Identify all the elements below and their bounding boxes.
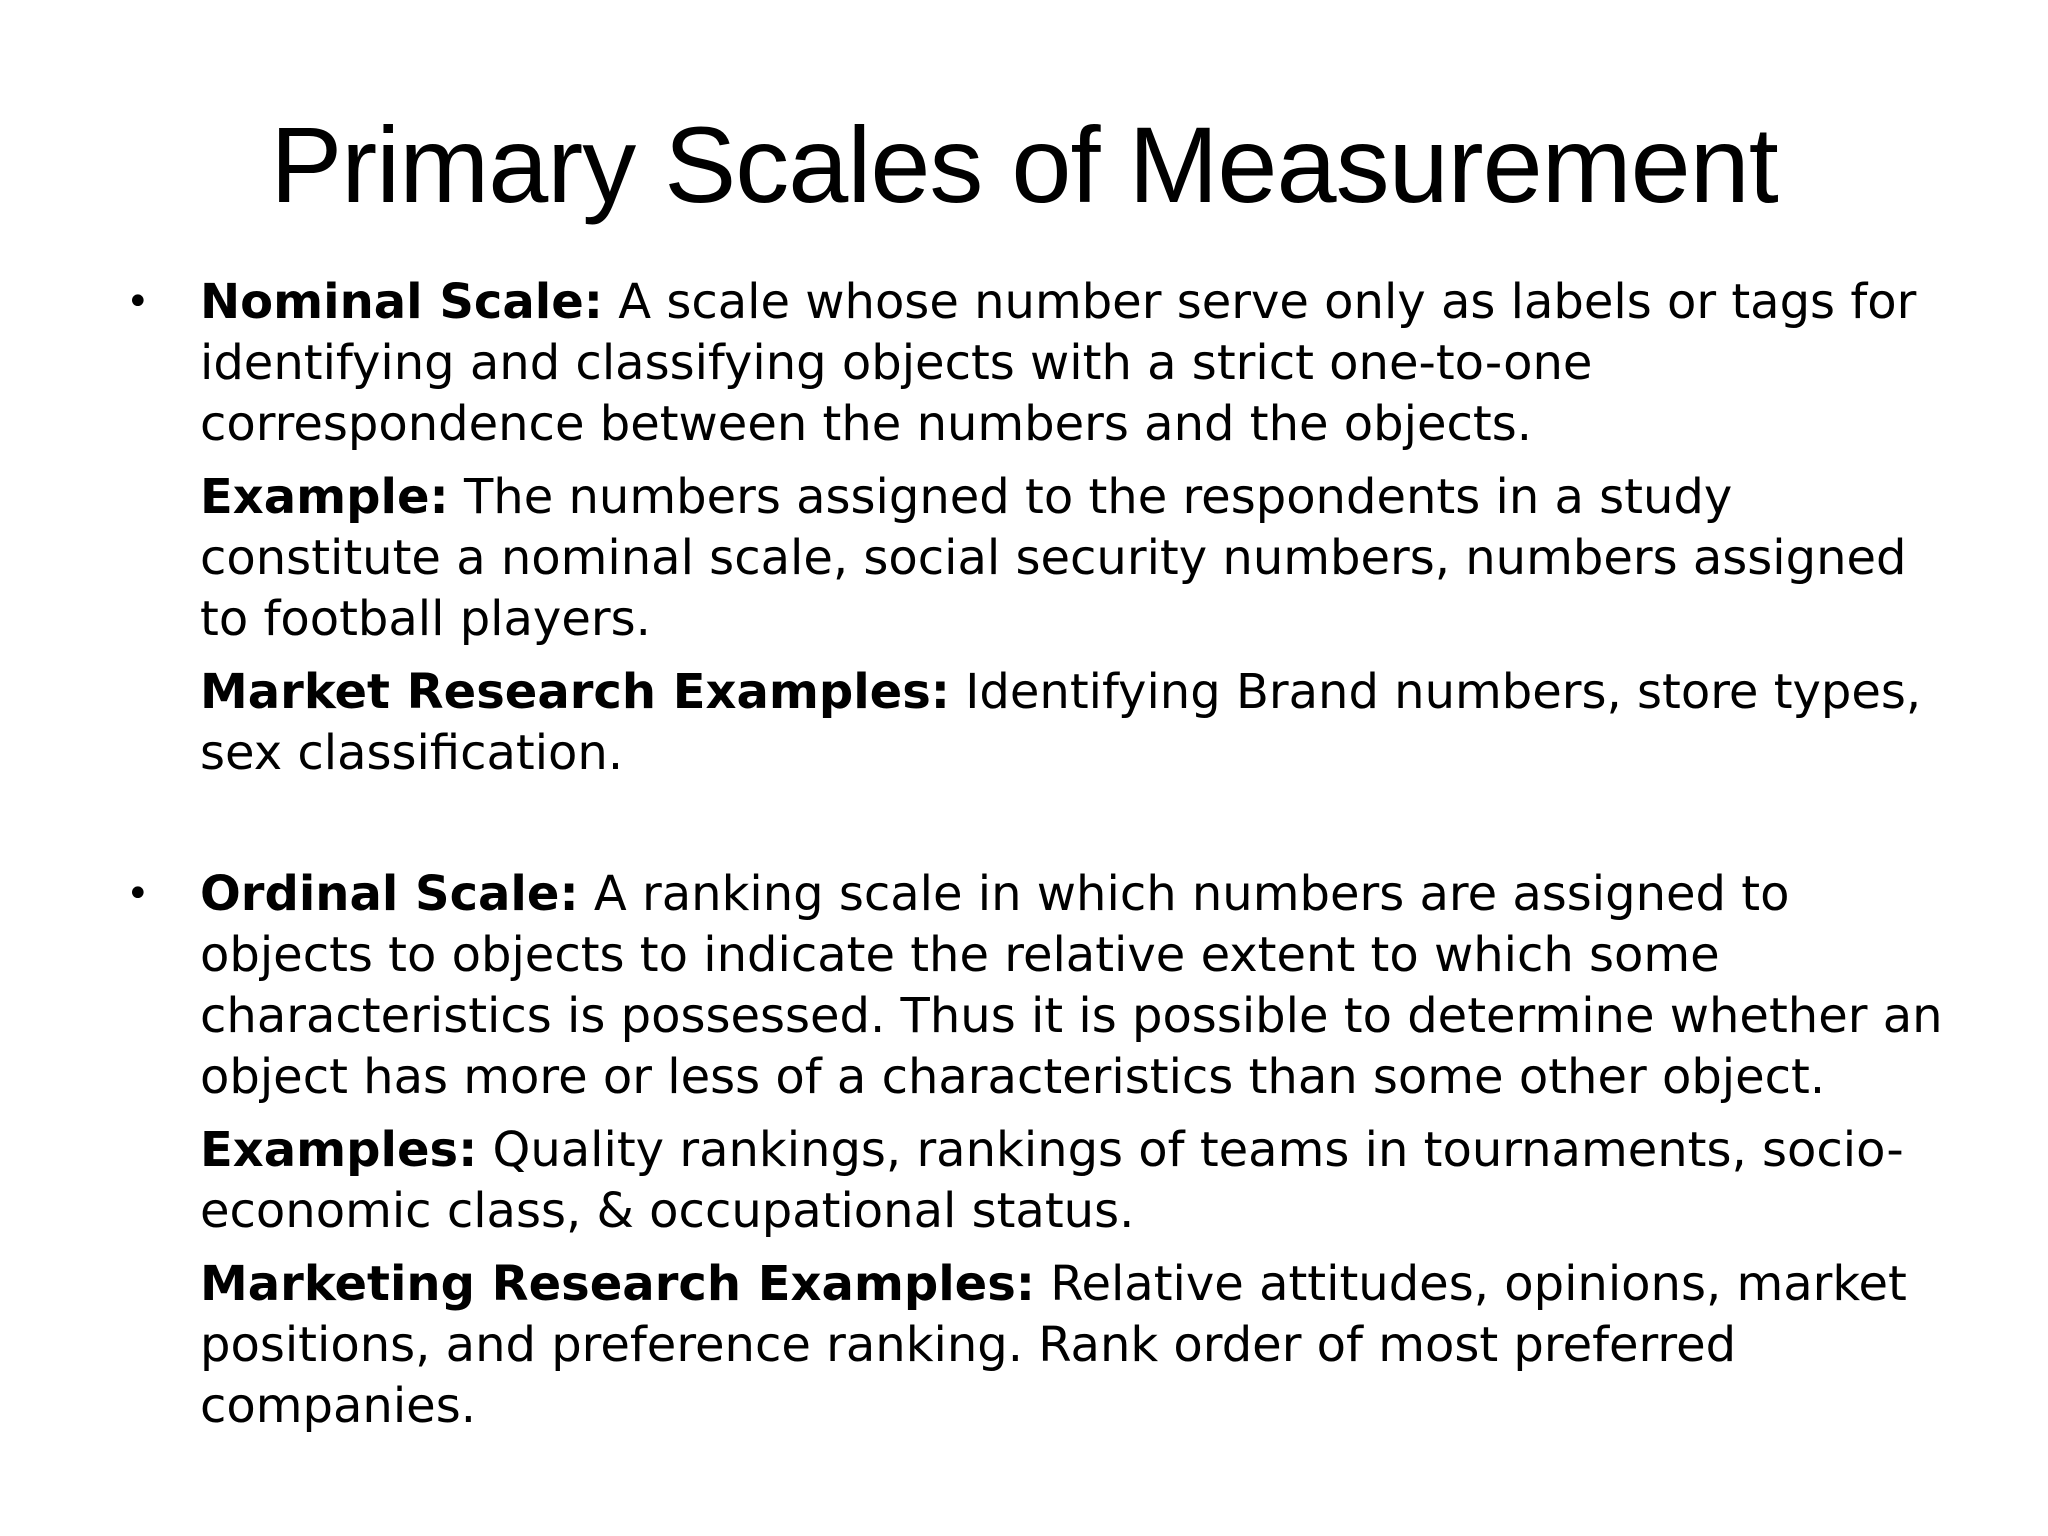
ordinal-example-text: Quality rankings, rankings of teams in tournaments, socio-economic class, & occupational status. (200, 1122, 1904, 1239)
ordinal-research-label: Marketing Research Examples: (200, 1256, 1035, 1312)
slide-title: Primary Scales of Measurement (270, 104, 1778, 225)
bullet-point: • (126, 871, 150, 917)
nominal-example-label: Example: (200, 469, 449, 525)
ordinal-research-example (200, 1254, 1944, 1437)
ordinal-example-label: Examples: (200, 1122, 478, 1178)
nominal-research-example (200, 662, 1944, 784)
nominal-research-text: Identifying Brand numbers, store types, sex classification. (200, 664, 1922, 781)
nominal-definition-text: A scale whose number serve only as labels or tags for identifying and classifying objects with a strict one-to-one correspondence between the numbers and the objects. (200, 274, 1917, 452)
ordinal-definition (200, 864, 1944, 1108)
ordinal-term: Ordinal Scale: (200, 866, 579, 922)
ordinal-definition-text: A ranking scale in which numbers are assigned to objects to objects to indicate the relative extent to which some characteristics is possessed. Thus it is possible to determine whether an object has more or less of a characteristics than some other object. (200, 866, 1943, 1105)
nominal-definition (200, 272, 1944, 455)
ordinal-research-text: Relative attitudes, opinions, market positions, and preference ranking. Rank order of most preferred companies. (200, 1256, 1907, 1434)
bullet-nominal-scale (124, 272, 1944, 784)
nominal-example (200, 467, 1944, 650)
ordinal-example (200, 1120, 1944, 1242)
nominal-research-label: Market Research Examples: (200, 664, 950, 720)
bullet-point: • (126, 279, 150, 325)
slide-content (124, 272, 1944, 1437)
nominal-term: Nominal Scale: (200, 274, 603, 330)
bullet-ordinal-scale (124, 864, 1944, 1437)
nominal-example-text: The numbers assigned to the respondents in a study constitute a nominal scale, social security numbers, numbers assigned to football players. (200, 469, 1907, 647)
